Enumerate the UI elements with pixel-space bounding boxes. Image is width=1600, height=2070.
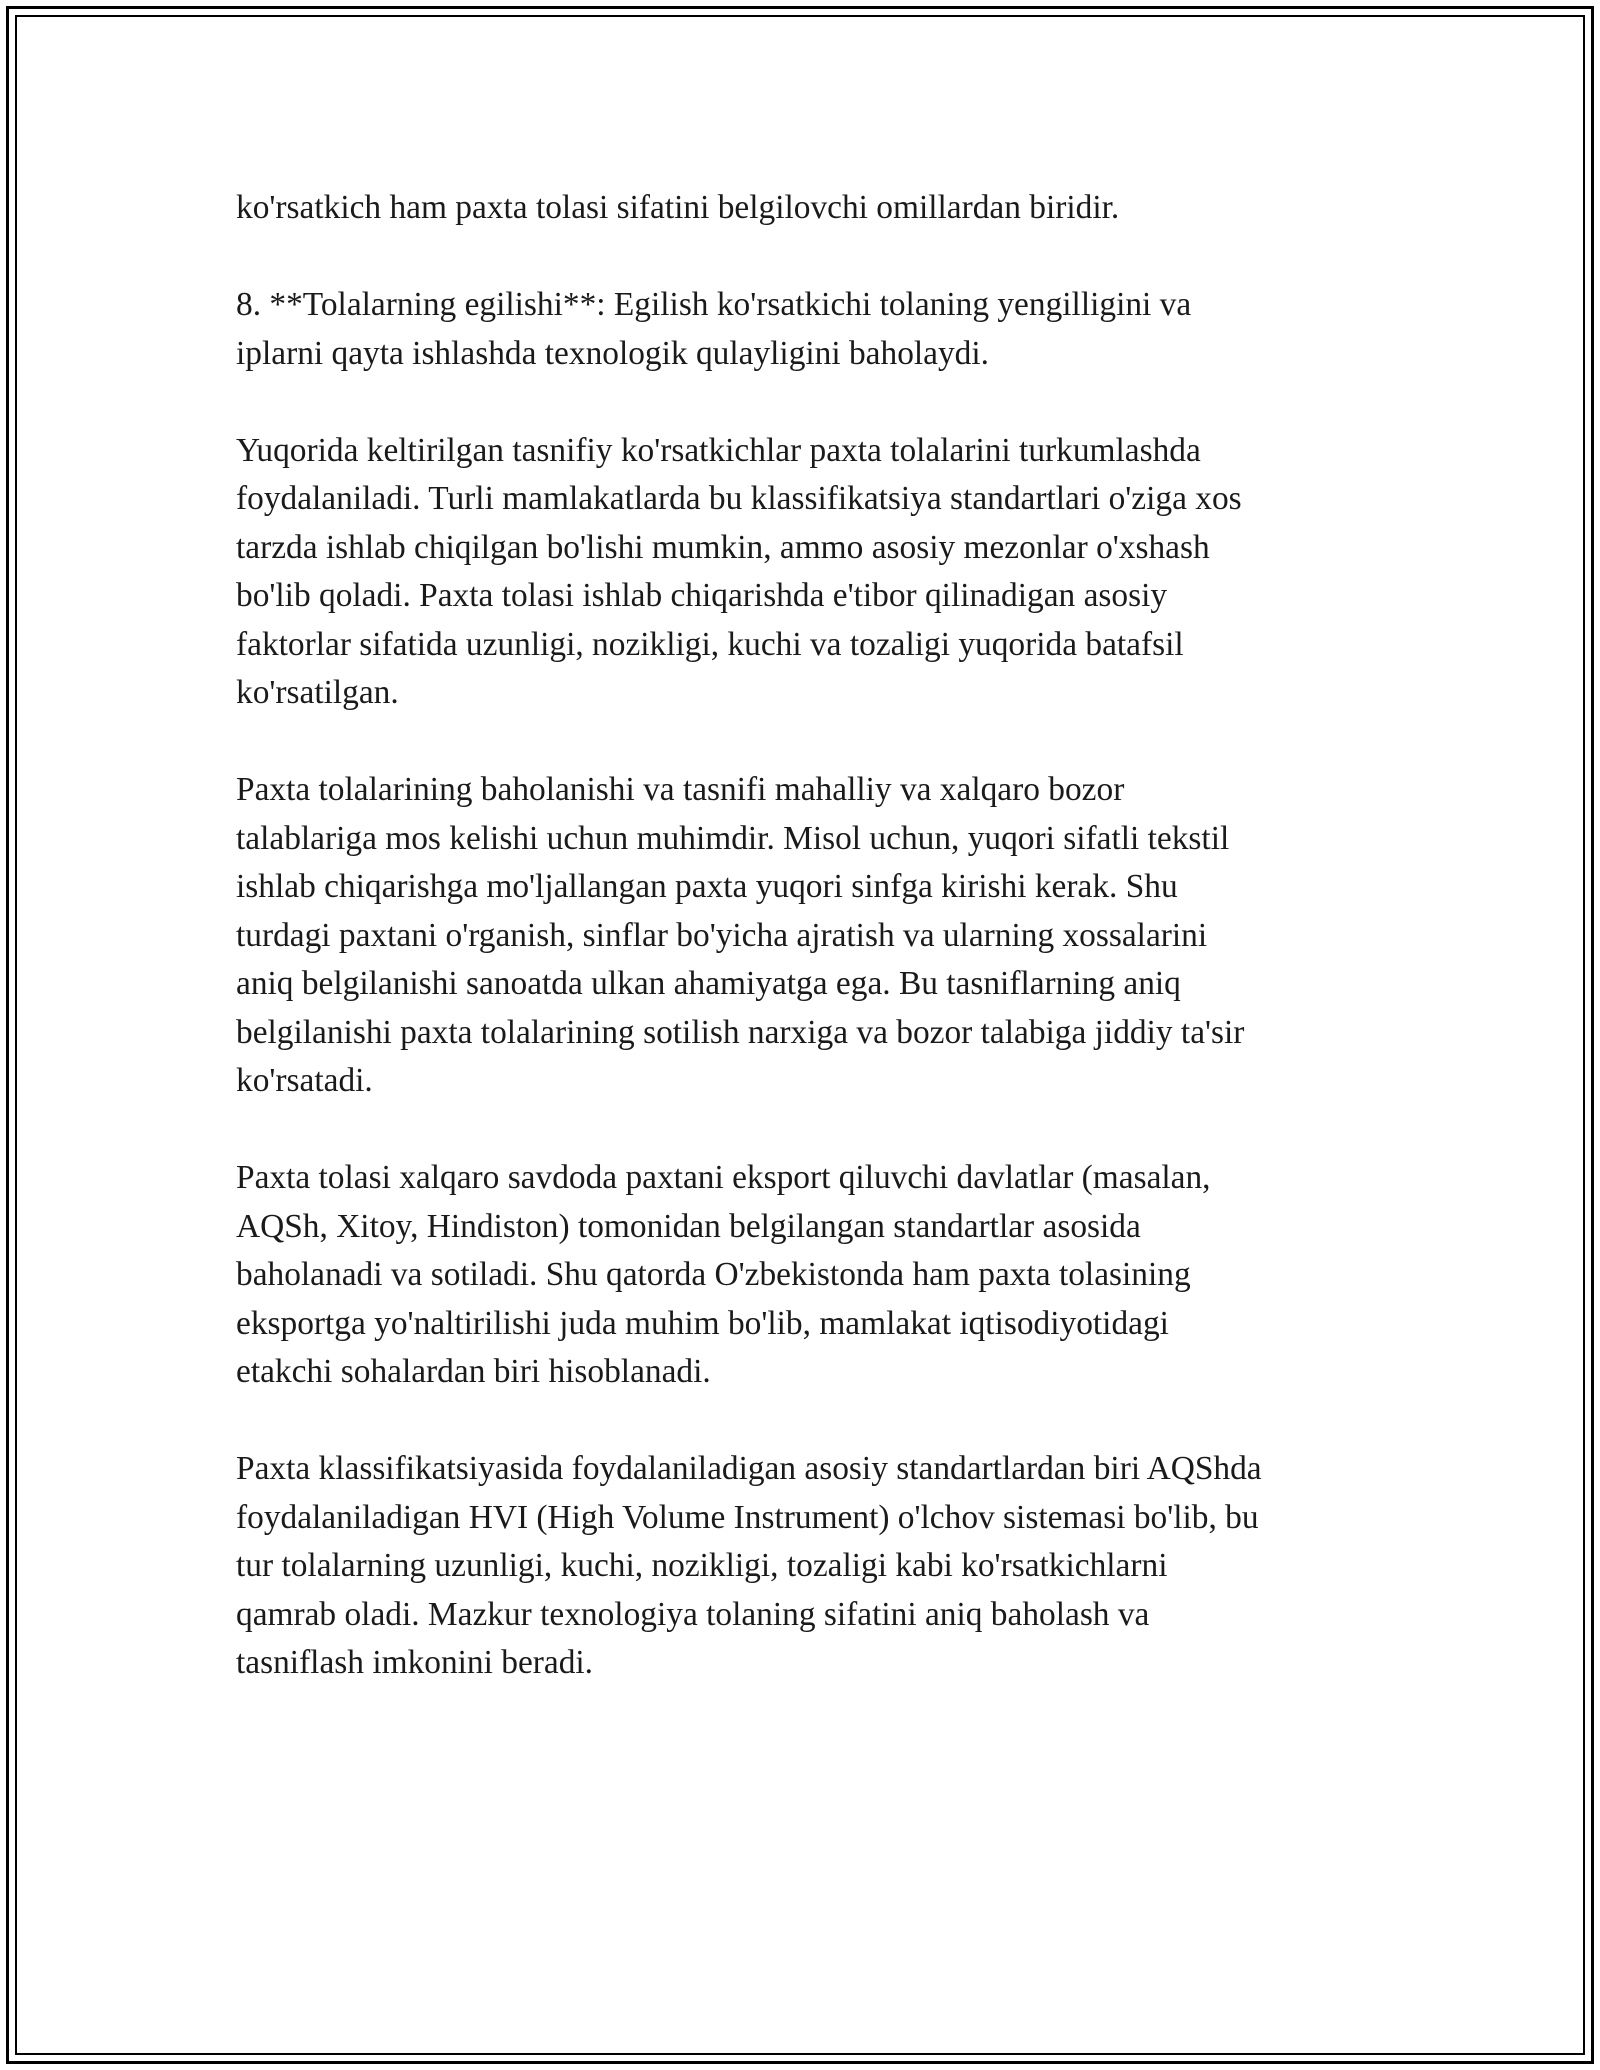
paragraph-classification-indicators: Yuqorida keltirilgan tasnifiy ko'rsatkichlar paxta tolalarini turkumlashda foydalaniladi. Turli mamlakatlarda bu klassifikatsiya standartlari o'ziga xos tarzda ishlab chiqilgan bo'lishi mumkin, ammo asosiy mezonlar o'xshash bo'lib qoladi. Paxta tolasi ishlab chiqarishda e'tibor qilinadigan asosiy faktorlar sifatida uzunligi, nozikligi, kuchi va tozaligi yuqorida batafsil ko'rsatilgan. — [236, 431, 1242, 711]
paragraph-evaluation-importance: Paxta tolalarining baholanishi va tasnifi mahalliy va xalqaro bozor talablariga mos kelishi uchun muhimdir. Misol uchun, yuqori sifatli tekstil ishlab chiqarishga mo'ljallangan paxta yuqori sinfga kirishi kerak. Shu turdagi paxtani o'rganish, sinflar bo'yicha ajratish va ularning xossalarini aniq belgilanishi sanoatda ulkan ahamiyatga ega. Bu tasniflarning aniq belgilanishi paxta tolalarining sotilish narxiga va bozor talabiga jiddiy ta'sir ko'rsatadi. — [236, 771, 1245, 1099]
paragraph-international-trade: Paxta tolasi xalqaro savdoda paxtani eksport qiluvchi davlatlar (masalan, AQSh, Xitoy, Hindiston) tomonidan belgilangan standartlar asosida baholanadi va sotiladi. Shu qatorda O'zbekistonda ham paxta tolasining eksportga yo'naltirilishi juda muhim bo'lib, mamlakat iqtisodiyotidagi etakchi sohalardan biri hisoblanadi. — [236, 1159, 1211, 1390]
paragraph-continuation: ko'rsatkich ham paxta tolasi sifatini belgilovchi omillardan biridir. — [236, 189, 1120, 226]
document-body — [236, 184, 1384, 1736]
paragraph-hvi-standard: Paxta klassifikatsiyasida foydalaniladigan asosiy standartlardan biri AQShda foydalaniladigan HVI (High Volume Instrument) o'lchov sistemasi bo'lib, bu tur tolalarning uzunligi, kuchi, nozikligi, tozaligi kabi ko'rsatkichlarni qamrab oladi. Mazkur texnologiya tolaning sifatini aniq baholash va tasniflash imkonini beradi. — [236, 1450, 1262, 1681]
paragraph-fiber-bending: 8. **Tolalarning egilishi**: Egilish ko'rsatkichi tolaning yengilligini va iplarni qayta ishlashda texnologik qulayligini baholaydi. — [236, 286, 1192, 372]
